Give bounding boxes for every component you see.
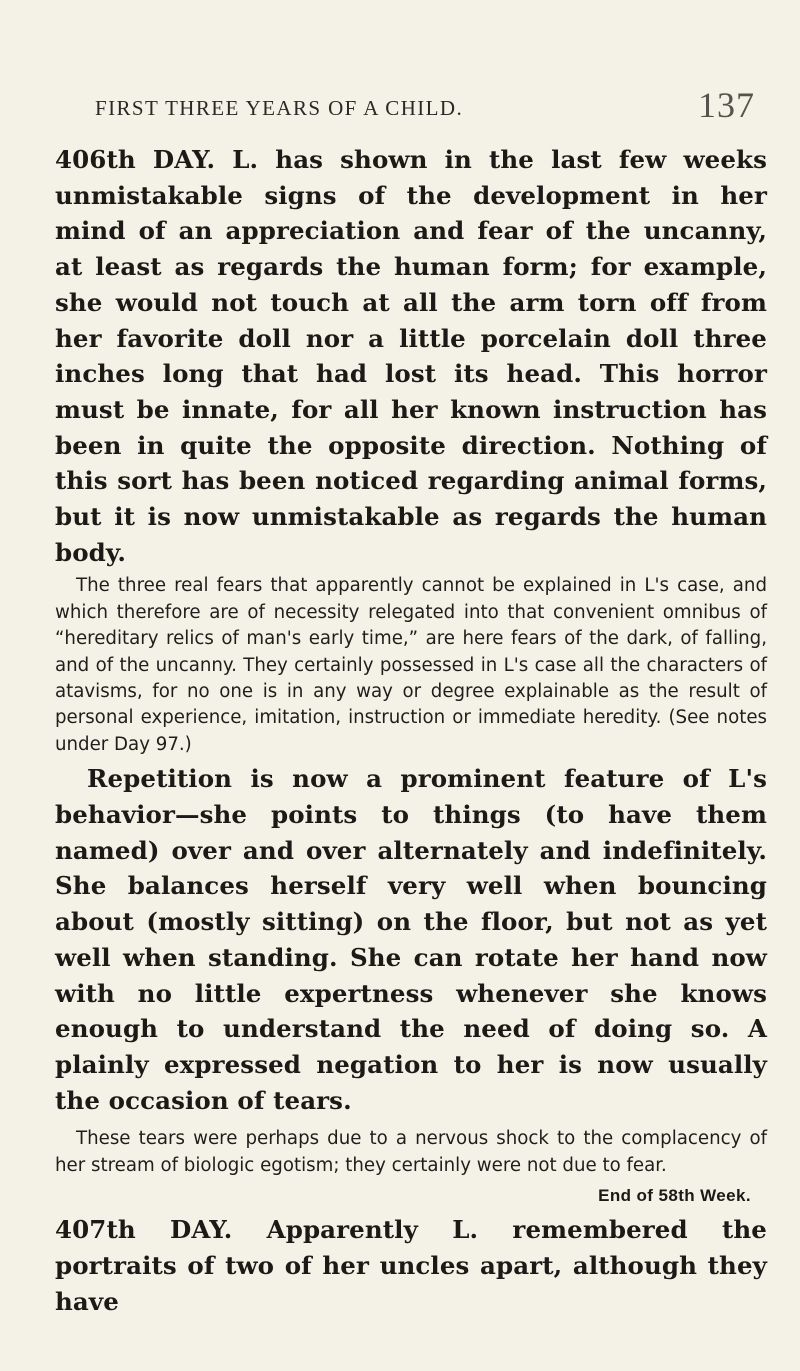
page-body (55, 142, 767, 1319)
end-of-week-marker: End of 58th Week. (598, 1186, 751, 1206)
note-three-real-fears: The three real fears that apparently cannot be explained in L's case, and which therefore are of necessity relegated into that convenient omnibus of “hereditary relics of man's early time,” are here fears of the dark, of falling, and of the uncanny. They certainly possessed in L's case all the characters of atavisms, for no one is in any way or degree explainable as the result of personal experience, imitation, instruction or immediate heredity. (See notes under Day 97.) (55, 575, 767, 755)
note-tears: These tears were perhaps due to a nervous shock to the complacency of her stream of biologic egotism; they certainly were not due to fear. (55, 1128, 767, 1176)
page-number: 137 (698, 85, 755, 125)
running-head: FIRST THREE YEARS OF A CHILD. (95, 96, 464, 120)
page-header (95, 84, 755, 124)
paragraph-repetition: Repetition is now a prominent feature of L's behavior—she points to things (to have them named) over and over alternately and indefinitely. She balances herself very well when bouncing about (mostly sitting) on the floor, but not as yet well when standing. She can rotate her hand now with no little expertness whenever she knows enough to understand the need of doing so. A plainly expressed negation to her is now usually the occasion of tears. (55, 764, 767, 1115)
paragraph-406th-day: 406th DAY. L. has shown in the last few weeks unmistakable signs of the development in her mind of an appreciation and fear of the uncanny, at least as regards the human form; for example, she would not touch at all the arm torn off from her favorite doll nor a little porcelain doll three inches long that had lost its head. This horror must be innate, for all her known instruction has been in quite the opposite direction. Nothing of this sort has been noticed regarding animal forms, but it is now unmistakable as regards the human body. (55, 145, 767, 567)
paragraph-407th-day: 407th DAY. Apparently L. remembered the portraits of two of her uncles apart, although they have (55, 1215, 767, 1316)
